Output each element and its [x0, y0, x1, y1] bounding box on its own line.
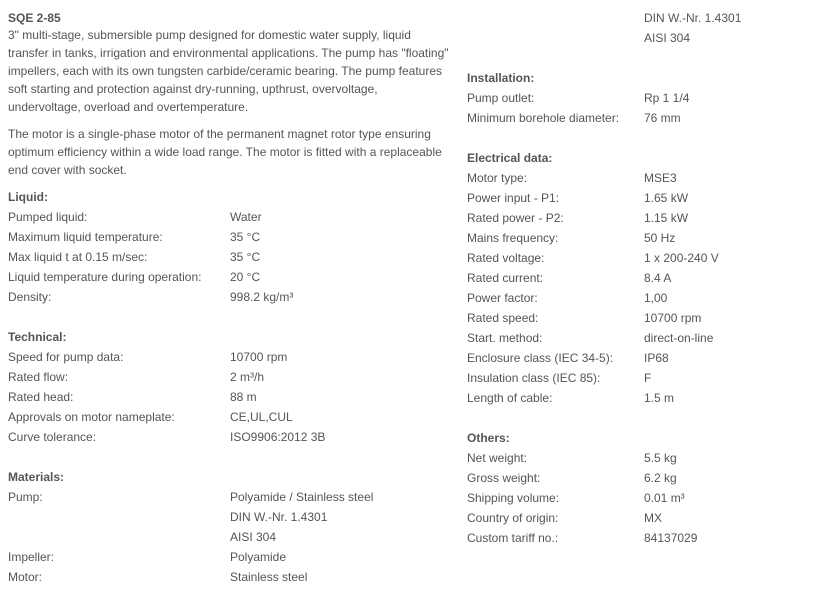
spec-label: Pump outlet: — [467, 91, 535, 105]
spec-value: 8.4 A — [644, 271, 672, 285]
spec-label: Density: — [8, 290, 52, 304]
spec-label: Start. method: — [467, 331, 543, 345]
spec-value: DIN W.-Nr. 1.4301 — [230, 510, 328, 524]
spec-row — [467, 28, 807, 48]
spec-value: ISO9906:2012 3B — [230, 430, 326, 444]
spec-label: Rated head: — [8, 390, 74, 404]
spec-label: Rated flow: — [8, 370, 69, 384]
spec-label: Impeller: — [8, 550, 55, 564]
spec-label — [467, 8, 644, 28]
spec-row — [8, 367, 453, 387]
spec-value: IP68 — [644, 351, 669, 365]
spec-label: Max liquid t at 0.15 m/sec: — [8, 250, 148, 264]
spec-row — [8, 427, 453, 447]
spec-value: 10700 rpm — [230, 350, 288, 364]
spec-row — [467, 468, 807, 488]
spec-value: direct-on-line — [644, 331, 714, 345]
spec-label: Curve tolerance: — [8, 430, 97, 444]
spec-row — [467, 288, 807, 308]
section-title-electrical: Electrical data: — [467, 151, 553, 165]
spec-label: Shipping volume: — [467, 491, 560, 505]
spec-value: 88 m — [230, 390, 257, 404]
spec-value: 998.2 kg/m³ — [230, 290, 294, 304]
spec-row — [467, 228, 807, 248]
spec-value: 0.01 m³ — [644, 491, 685, 505]
spec-value: AISI 304 — [644, 31, 691, 45]
spec-label: Gross weight: — [467, 471, 541, 485]
spec-row — [8, 487, 453, 507]
spec-row — [8, 567, 453, 587]
spec-label: Speed for pump data: — [8, 350, 124, 364]
spec-value: 1,00 — [644, 291, 668, 305]
spec-value: 50 Hz — [644, 231, 676, 245]
spec-row — [467, 8, 807, 28]
spec-label: Net weight: — [467, 451, 528, 465]
spec-label: Approvals on motor nameplate: — [8, 410, 175, 424]
spec-label: Liquid temperature during operation: — [8, 270, 202, 284]
spec-row — [467, 188, 807, 208]
spec-row — [8, 267, 453, 287]
spec-value: AISI 304 — [230, 530, 277, 544]
spec-row — [8, 227, 453, 247]
spec-label: Power factor: — [467, 291, 538, 305]
spec-value: 35 °C — [230, 250, 261, 264]
spec-value: 20 °C — [230, 270, 261, 284]
electrical-section — [467, 148, 807, 408]
spec-row — [467, 488, 807, 508]
spec-value: F — [644, 371, 652, 385]
spec-value: Water — [230, 210, 262, 224]
spec-row — [467, 368, 807, 388]
spec-row — [8, 407, 453, 427]
spec-row — [467, 248, 807, 268]
spec-value: Stainless steel — [230, 570, 308, 584]
right-column — [467, 0, 807, 548]
spec-label: Rated power - P2: — [467, 211, 564, 225]
spec-value: 5.5 kg — [644, 451, 677, 465]
spec-row — [467, 108, 807, 128]
spec-value: 84137029 — [644, 531, 698, 545]
spec-value: 1.15 kW — [644, 211, 689, 225]
spec-row — [467, 528, 807, 548]
spec-row — [467, 508, 807, 528]
technical-section — [8, 327, 453, 447]
spec-row — [8, 247, 453, 267]
section-title-technical: Technical: — [8, 330, 67, 344]
spec-row — [467, 88, 807, 108]
spec-value: 6.2 kg — [644, 471, 677, 485]
spec-row — [467, 448, 807, 468]
spec-label: Rated speed: — [467, 311, 539, 325]
spec-row — [8, 207, 453, 227]
spec-value: 1.5 m — [644, 391, 675, 405]
section-title-materials: Materials: — [8, 470, 65, 484]
spec-label — [8, 527, 230, 547]
spec-value: 35 °C — [230, 230, 261, 244]
spec-value: DIN W.-Nr. 1.4301 — [644, 11, 742, 25]
spec-value: 1 x 200-240 V — [644, 251, 719, 265]
installation-section — [467, 68, 807, 128]
left-column — [8, 0, 453, 587]
spec-row — [8, 507, 453, 527]
spec-label: Rated current: — [467, 271, 544, 285]
spec-value: Polyamide — [230, 550, 287, 564]
section-title-installation: Installation: — [467, 71, 535, 85]
spec-row — [467, 328, 807, 348]
spec-value: 10700 rpm — [644, 311, 702, 325]
spec-row — [467, 348, 807, 368]
materials-section — [8, 467, 453, 587]
spec-row — [467, 168, 807, 188]
spec-value: CE,UL,CUL — [230, 410, 293, 424]
spec-label: Mains frequency: — [467, 231, 559, 245]
spec-value: Rp 1 1/4 — [644, 91, 690, 105]
spec-value: 2 m³/h — [230, 370, 265, 384]
spec-row — [8, 527, 453, 547]
description-paragraph-1: 3" multi-stage, submersible pump designed for domestic water supply, liquid transfer in tanks, irrigation and environmental applications. The pump has "floating" impellers, each with its own tungsten carbide/ceramic bearing. The pump features soft starting and protection against dry-running, upthrust, overvoltage, undervoltage, overload and overtemperature. — [8, 28, 449, 114]
spec-label: Custom tariff no.: — [467, 531, 559, 545]
spec-label — [8, 507, 230, 527]
others-section — [467, 428, 807, 548]
spec-row — [8, 547, 453, 567]
spec-label: Minimum borehole diameter: — [467, 111, 620, 125]
spec-label: Pump: — [8, 490, 43, 504]
spec-label: Maximum liquid temperature: — [8, 230, 163, 244]
spec-label — [467, 28, 644, 48]
liquid-section — [8, 187, 453, 307]
spec-label: Motor: — [8, 570, 43, 584]
spec-value: Polyamide / Stainless steel — [230, 490, 374, 504]
spec-label: Length of cable: — [467, 391, 553, 405]
spec-row — [467, 308, 807, 328]
spec-row — [8, 347, 453, 367]
spec-label: Power input - P1: — [467, 191, 560, 205]
spec-row — [8, 387, 453, 407]
spec-label: Enclosure class (IEC 34-5): — [467, 351, 614, 365]
spec-label: Insulation class (IEC 85): — [467, 371, 601, 385]
spec-row — [467, 208, 807, 228]
section-title-others: Others: — [467, 431, 510, 445]
spec-label: Motor type: — [467, 171, 528, 185]
spec-row — [467, 268, 807, 288]
description-paragraph-2: The motor is a single-phase motor of the permanent magnet rotor type ensuring optimum efficiency within a wide load range. The motor is fitted with a replaceable end cover with socket. — [8, 127, 442, 177]
spec-value: 76 mm — [644, 111, 681, 125]
spec-value: 1.65 kW — [644, 191, 689, 205]
spec-row — [8, 287, 453, 307]
product-title: SQE 2-85 — [8, 11, 61, 25]
spec-row — [467, 388, 807, 408]
spec-label: Rated voltage: — [467, 251, 545, 265]
spec-label: Country of origin: — [467, 511, 559, 525]
spec-label: Pumped liquid: — [8, 210, 88, 224]
section-title-liquid: Liquid: — [8, 190, 48, 204]
spec-value: MSE3 — [644, 171, 677, 185]
spec-value: MX — [644, 511, 662, 525]
